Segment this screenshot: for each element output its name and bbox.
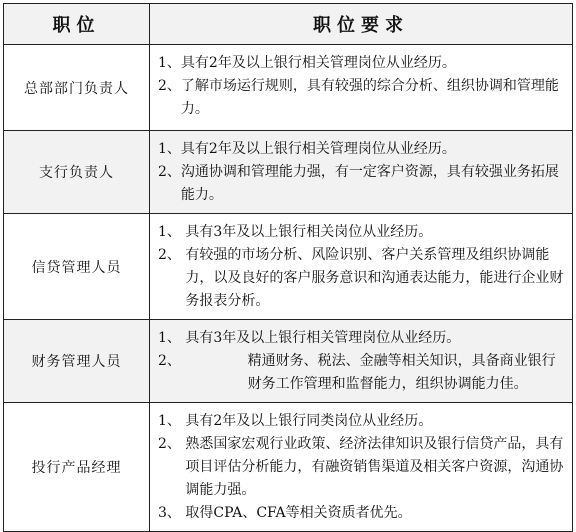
item-number: 2、	[158, 353, 248, 369]
table-header-row	[4, 4, 573, 45]
requirement-item	[158, 161, 564, 207]
item-text: 了解市场运行规则，具有较强的综合分析、组织协调和管理能力。	[180, 78, 559, 117]
item-text: 具有3年及以上银行相关管理岗位从业经历。	[185, 330, 461, 346]
requirement-item	[158, 244, 564, 313]
requirement-item	[158, 138, 564, 161]
item-number: 1、	[158, 55, 181, 71]
header-position: 职位	[4, 4, 150, 45]
item-text: 熟悉国家宏观行业政策、经济法律知识及银行信贷产品，具有项目评估分析能力，有融资销售渠道及相关客户资源，沟通协调能力强。	[185, 436, 564, 498]
item-text: 取得CPA、CFA等相关资质者优先。	[185, 505, 412, 521]
requirement-item	[158, 502, 564, 525]
requirement-item	[158, 221, 564, 244]
table-row	[4, 131, 573, 214]
item-text: 具有3年及以上银行相关岗位从业经历。	[185, 224, 433, 240]
item-text: 沟通协调和管理能力强，有一定客户资源，具有较强业务拓展能力。	[180, 164, 559, 203]
position-cell: 投行产品经理	[4, 403, 150, 532]
requirements-cell	[150, 403, 573, 532]
table-row	[4, 214, 573, 320]
requirement-item	[158, 327, 564, 350]
requirement-item	[158, 433, 564, 502]
table-row	[4, 45, 573, 131]
item-number: 1、	[158, 141, 181, 157]
item-number: 2、	[158, 164, 181, 180]
requirement-item	[158, 350, 564, 396]
item-number: 3、	[158, 505, 186, 521]
position-cell: 支行负责人	[4, 131, 150, 214]
item-number: 2、	[158, 436, 186, 452]
requirement-item	[158, 75, 564, 121]
item-number: 1、	[158, 224, 186, 240]
header-requirements: 职位要求	[150, 4, 573, 45]
table-row	[4, 320, 573, 403]
position-cell: 信贷管理人员	[4, 214, 150, 320]
item-number: 2、	[158, 247, 186, 263]
position-cell: 总部部门负责人	[4, 45, 150, 131]
item-text: 精通财务、税法、金融等相关知识，具备商业银行财务工作管理和监督能力，组织协调能力佳。	[247, 353, 556, 392]
table-row	[4, 403, 573, 532]
requirements-table-wrapper	[3, 3, 573, 532]
job-requirements-table	[3, 3, 573, 532]
item-number: 1、	[158, 330, 186, 346]
item-text: 有较强的市场分析、风险识别、客户关系管理及组织协调能力，以及良好的客户服务意识和沟通表达能力，能进行企业财务报表分析。	[185, 247, 564, 309]
item-number: 2、	[158, 78, 181, 94]
requirements-cell	[150, 131, 573, 214]
item-text: 具有2年及以上银行同类岗位从业经历。	[185, 413, 433, 429]
requirements-cell	[150, 214, 573, 320]
item-text: 具有2年及以上银行相关管理岗位从业经历。	[180, 55, 456, 71]
requirement-item	[158, 410, 564, 433]
position-cell: 财务管理人员	[4, 320, 150, 403]
item-number: 1、	[158, 413, 186, 429]
requirements-cell	[150, 45, 573, 131]
requirements-cell	[150, 320, 573, 403]
requirement-item	[158, 52, 564, 75]
item-text: 具有2年及以上银行相关管理岗位从业经历。	[180, 141, 456, 157]
